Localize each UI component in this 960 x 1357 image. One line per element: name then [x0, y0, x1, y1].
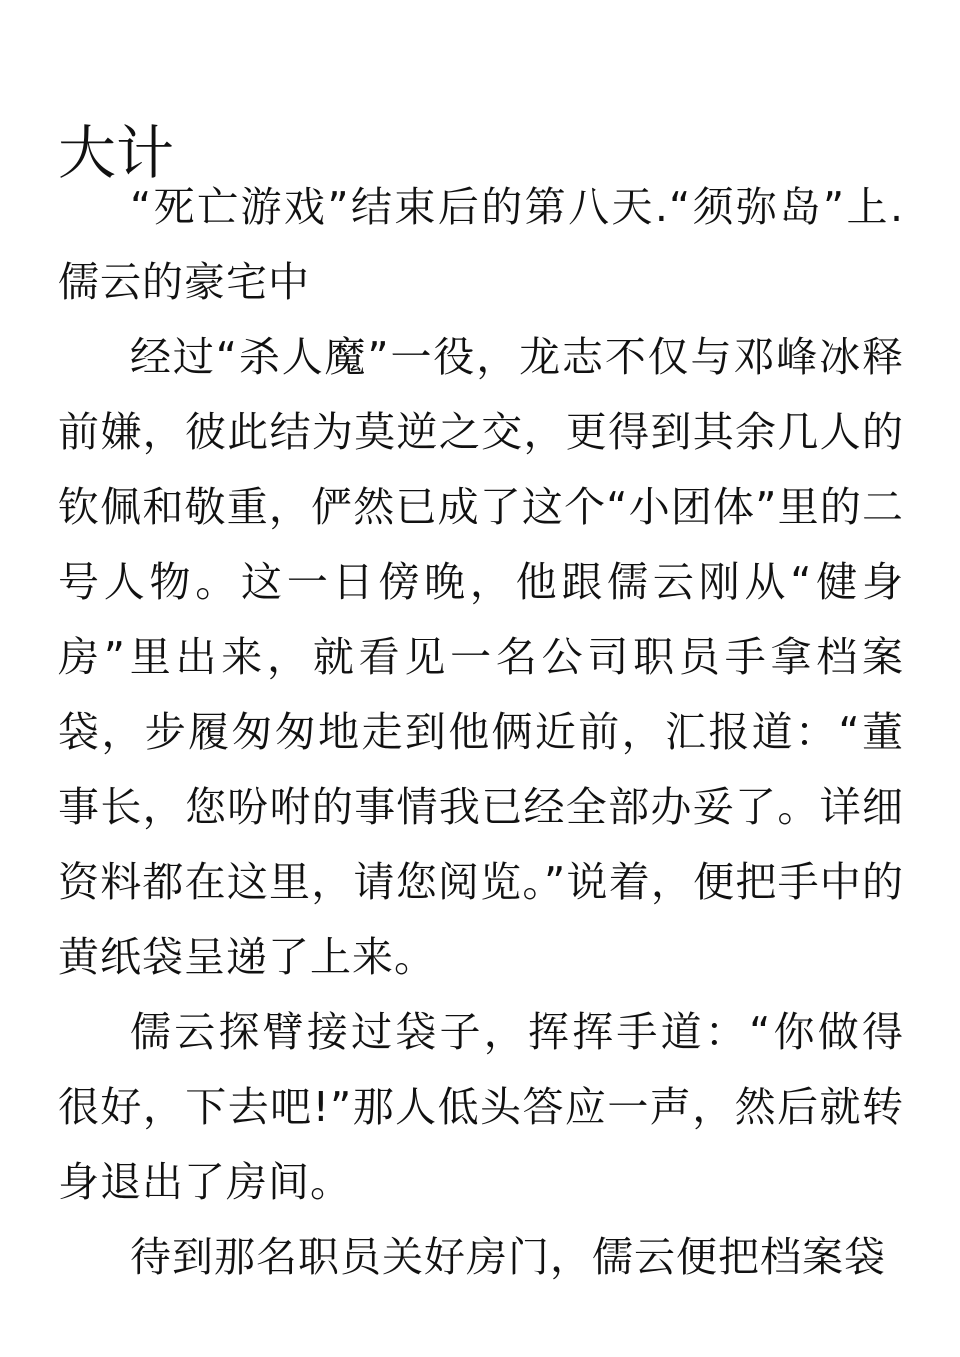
paragraph: 待到那名职员关好房门，儒云便把档案袋: [130, 1233, 886, 1281]
paragraph: 儒云探臂接过袋子，挥挥手道：“你做得很好，下去吧!”那人低头答应一声，然后就转身退出了房间。: [58, 1008, 904, 1206]
chapter-title: 大计: [58, 118, 175, 187]
chapter-body: [58, 170, 904, 1295]
paragraph-scene-heading: “死亡游戏”结束后的第八天.“须弥岛”上.儒云的豪宅中: [58, 183, 904, 306]
paragraph: 经过“杀人魔”一役，龙志不仅与邓峰冰释前嫌，彼此结为莫逆之交，更得到其余几人的钦佩和敬重，俨然已成了这个“小团体”里的二号人物。这一日傍晚，他跟儒云刚从“健身房”里出来，就看见一名公司职员手拿档案袋，步履匆匆地走到他俩近前，汇报道：“董事长，您吩咐的事情我已经全部办妥了。详细资料都在这里，请您阅览。”说着，便把手中的黄纸袋呈递了上来。: [58, 333, 904, 981]
